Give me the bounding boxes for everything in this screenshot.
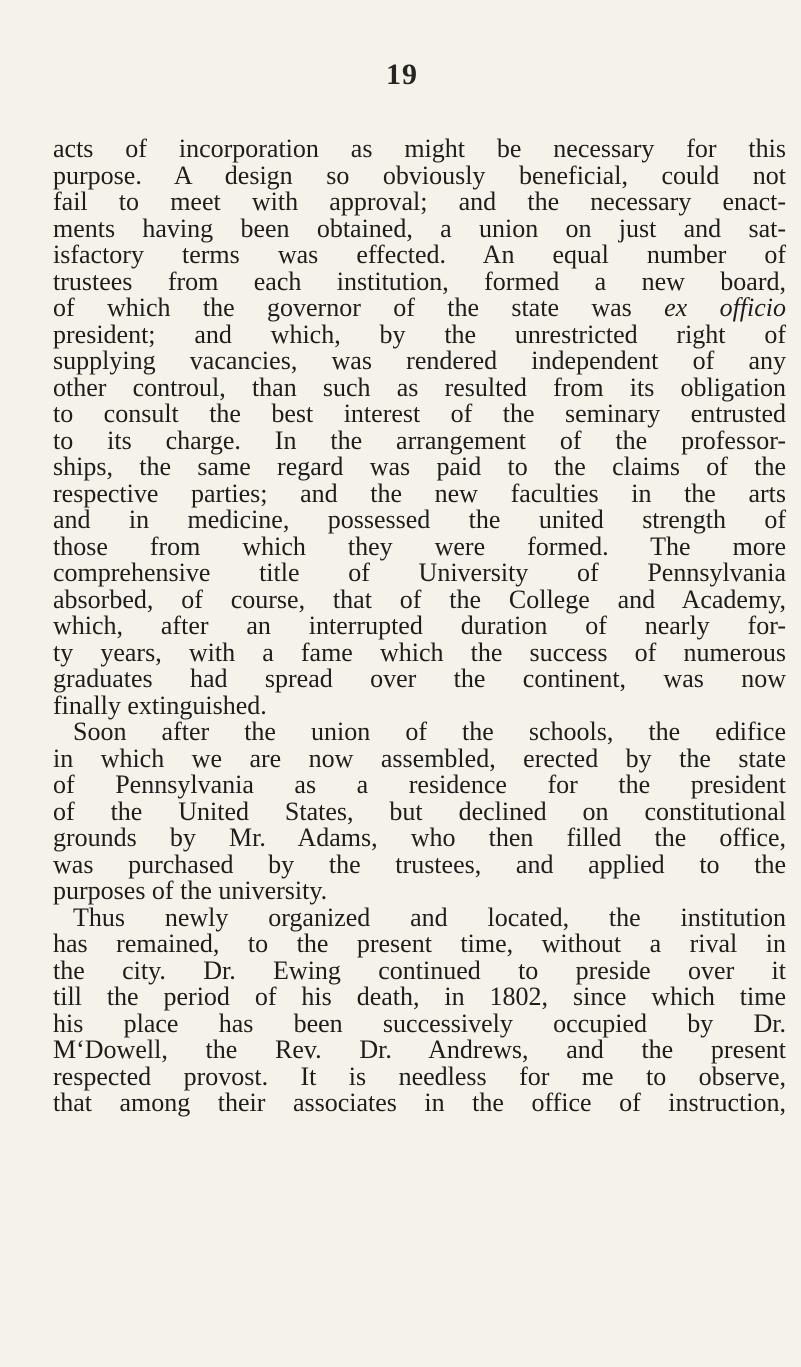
text-line: other controul, than such as resulted from its obligation <box>53 372 786 402</box>
text-line: those from which they were formed. The more <box>53 531 786 561</box>
text-line: of the United States, but declined on constitutional <box>53 796 786 826</box>
text-line: graduates had spread over the continent, was now <box>53 664 786 693</box>
text-line: the city. Dr. Ewing continued to preside over it <box>53 955 786 985</box>
text-line: ments having been obtained, a union on just and sat- <box>53 213 786 243</box>
text-line: that among their associates in the office of instruction, <box>53 1088 786 1117</box>
text-line: fail to meet with approval; and the necessary enact- <box>53 187 786 216</box>
text-line: and in medicine, possessed the united strength of <box>53 505 786 534</box>
text-fragment: of which the governor of the state was <box>53 293 665 322</box>
text-line: purposes of the university. <box>53 876 328 905</box>
text-line: his place has been successively occupied by Dr. <box>53 1008 786 1038</box>
text-line: acts of incorporation as might be necessary for this <box>53 134 786 163</box>
text-line: respected provost. It is needless for me to observe, <box>53 1061 786 1091</box>
text-line: ty years, with a fame which the success of numerous <box>53 637 786 667</box>
text-line: trustees from each institution, formed a new board, <box>53 266 786 296</box>
text-line: M‘Dowell, the Rev. Dr. Andrews, and the present <box>53 1035 786 1064</box>
text-line: respective parties; and the new faculties in the arts <box>53 478 786 508</box>
text-line: was purchased by the trustees, and applied to the <box>53 849 786 879</box>
text-line: supplying vacancies, was rendered independent of any <box>53 346 786 375</box>
body-text <box>53 136 786 1117</box>
text-line: Soon after the union of the schools, the edifice <box>73 717 786 746</box>
text-line: which, after an interrupted duration of nearly for- <box>53 611 786 640</box>
text-line: of Pennsylvania as a residence for the president <box>53 770 786 799</box>
text-line: in which we are now assembled, erected by the state <box>53 743 786 773</box>
text-line: absorbed, of course, that of the College and Academy, <box>53 584 786 614</box>
text-line: purpose. A design so obviously beneficial, could not <box>53 160 786 190</box>
text-line: comprehensive title of University of Pennsylvania <box>53 558 786 587</box>
text-line: Thus newly organized and located, the institution <box>73 902 786 932</box>
text-line: to its charge. In the arrangement of the professor- <box>53 425 786 455</box>
text-line: grounds by Mr. Adams, who then filled the office, <box>53 823 786 852</box>
text-line: to consult the best interest of the seminary entrusted <box>53 399 786 428</box>
italic-phrase: ex officio <box>664 293 787 322</box>
text-line: ships, the same regard was paid to the claims of the <box>53 452 786 481</box>
text-line: finally extinguished. <box>53 690 267 720</box>
page-number: 19 <box>386 58 418 91</box>
text-line: president; and which, by the unrestricted right of <box>53 319 786 349</box>
text-line: has remained, to the present time, without a rival in <box>53 929 786 958</box>
text-line: isfactory terms was effected. An equal number of <box>53 240 786 269</box>
text-line: till the period of his death, in 1802, since which time <box>53 982 786 1011</box>
text-line <box>53 295 786 322</box>
